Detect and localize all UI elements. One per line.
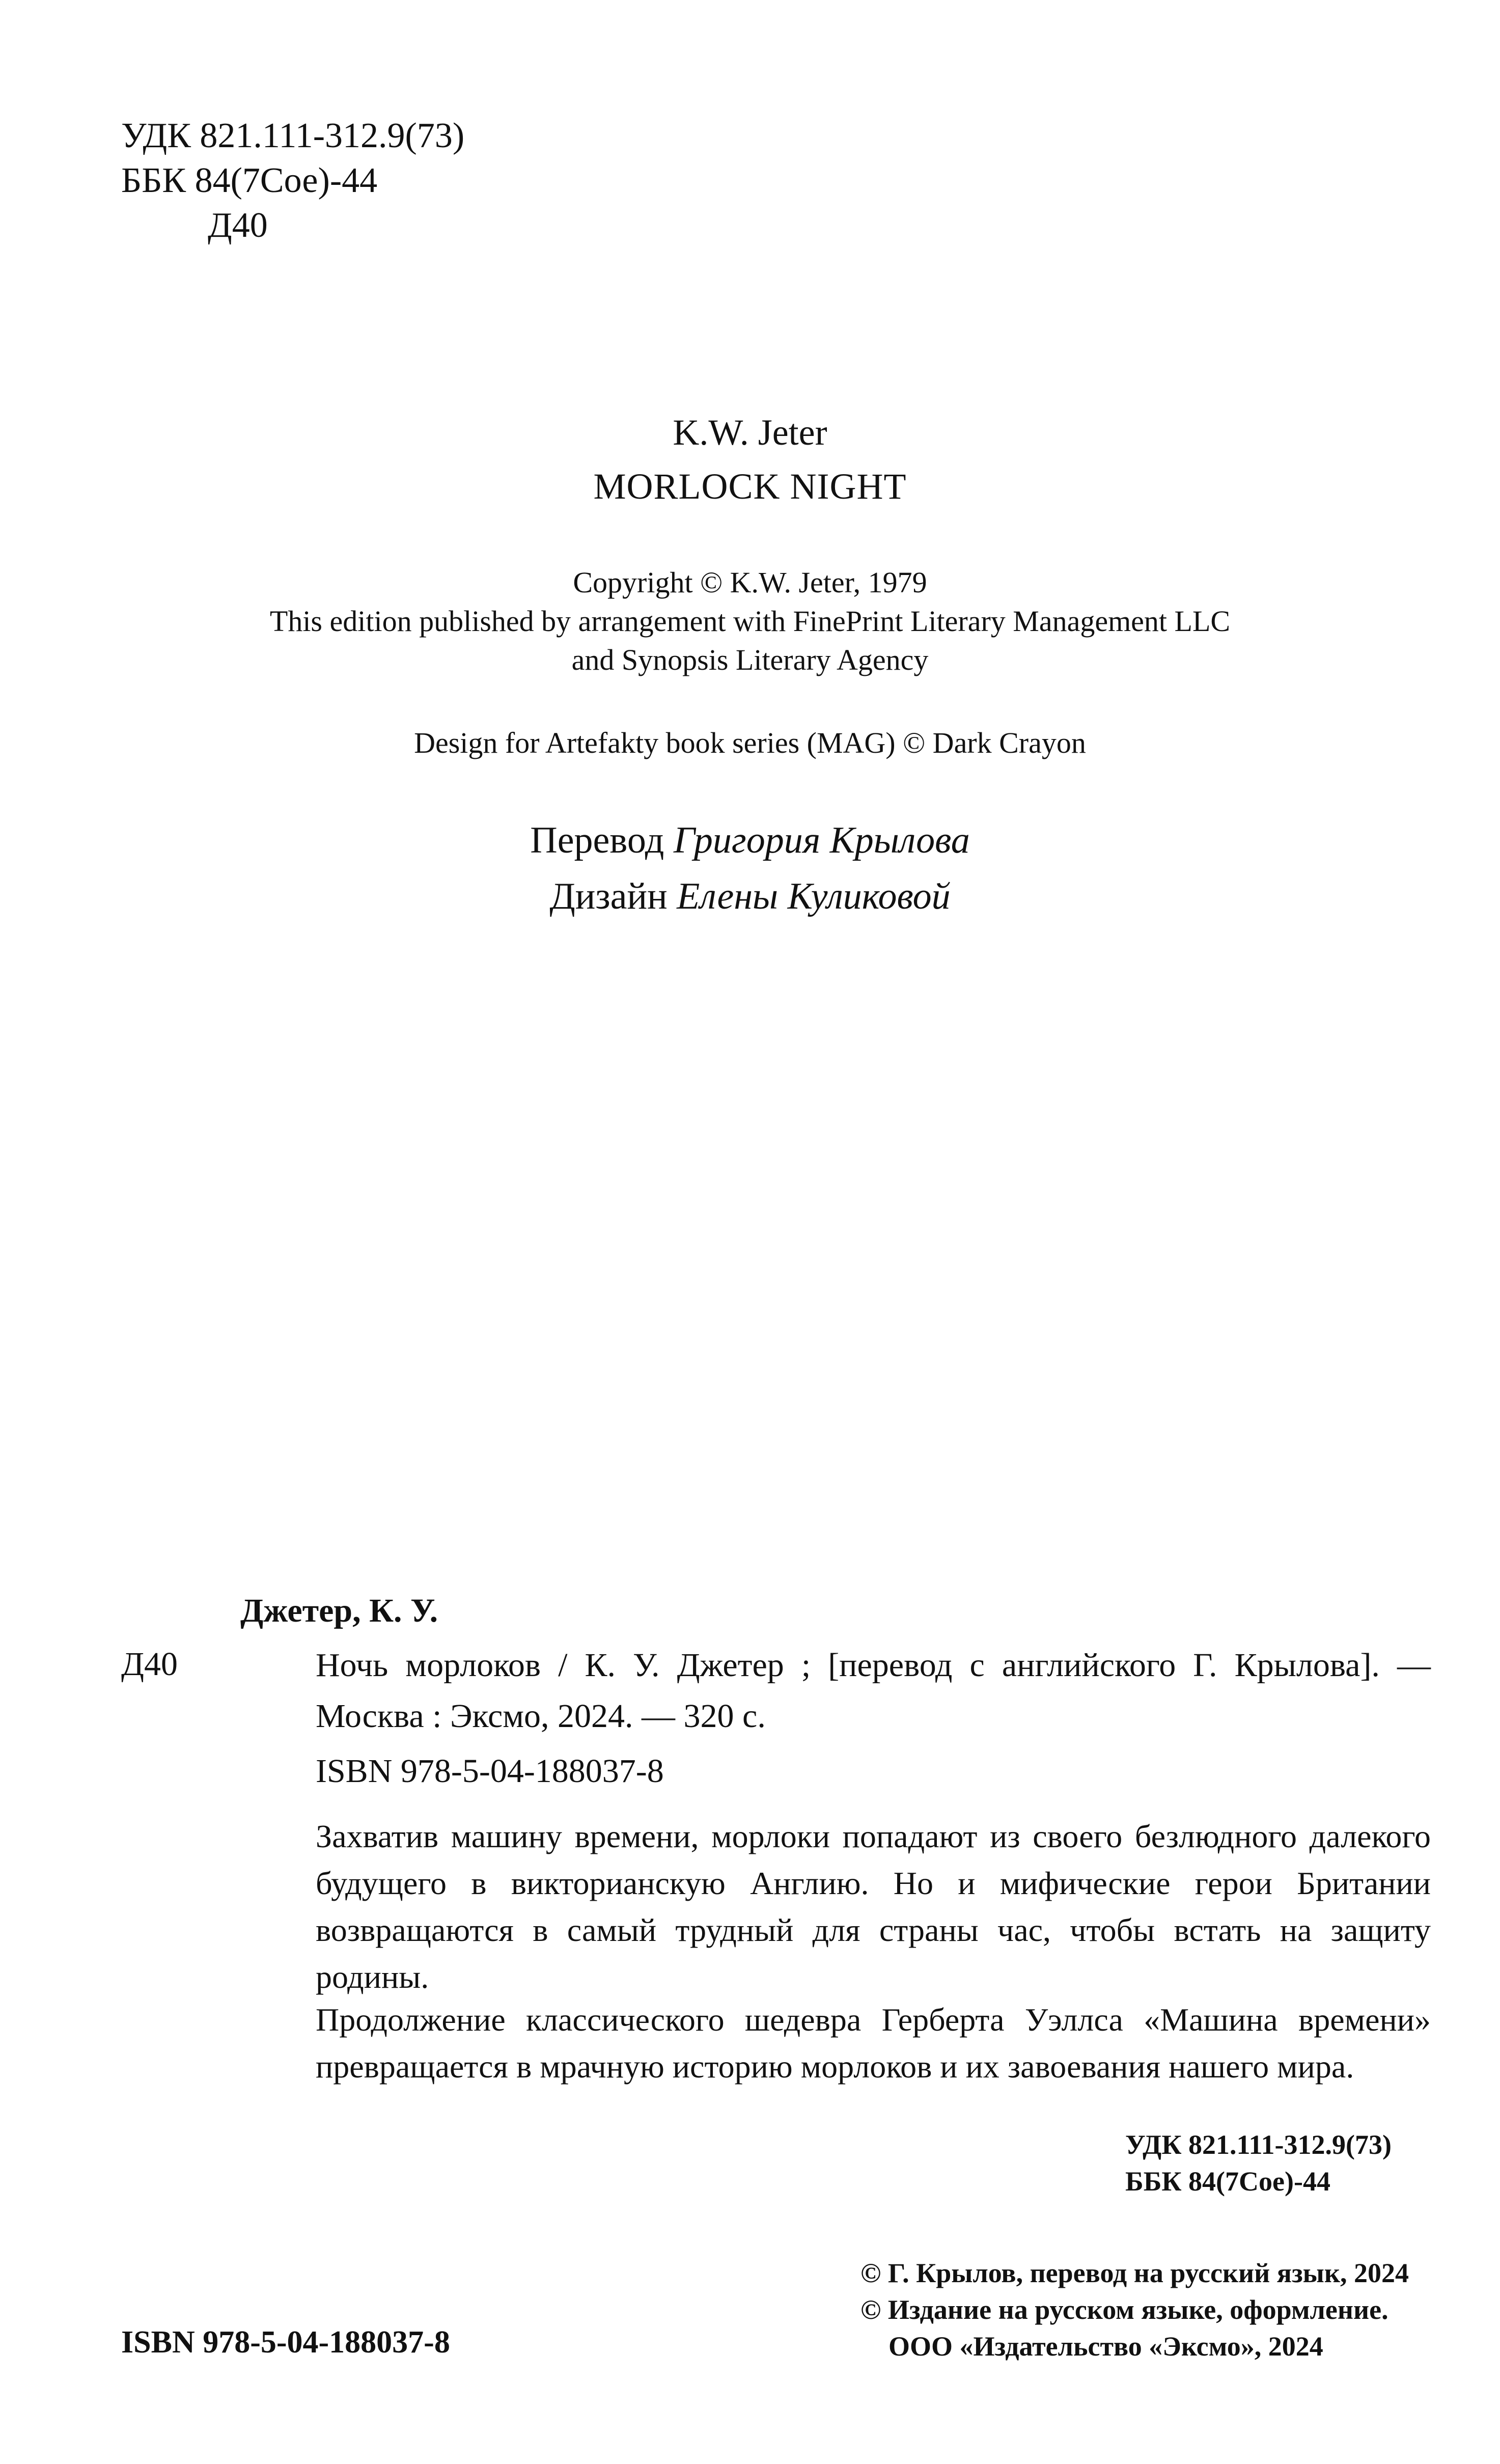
translation-copyright: © Г. Крылов, перевод на русский язык, 2024 xyxy=(860,2258,1409,2288)
designer-name: Елены Куликовой xyxy=(677,875,951,917)
original-title: MORLOCK NIGHT xyxy=(593,466,907,507)
translator-name: Григория Крылова xyxy=(673,819,970,861)
translation-label: Перевод xyxy=(530,819,664,861)
annotation-paragraph-1: Захватив машину времени, морлоки попадают из своего безлюдного далекого будущего в викторианскую Англию. Но и мифические герои Британии возвращаются в самый трудный для страны час, чтобы встать на защиту родины. xyxy=(316,1818,1431,1995)
copyright-line: Copyright © K.W. Jeter, 1979 xyxy=(573,566,927,599)
catalog-author-heading: Джетер, К. У. xyxy=(240,1592,438,1629)
design-credit xyxy=(0,875,1500,918)
original-author: K.W. Jeter xyxy=(673,412,827,453)
publisher-copyright: ООО «Издательство «Эксмо», 2024 xyxy=(888,2331,1323,2362)
author-mark-top: Д40 xyxy=(208,206,268,245)
series-design-line: Design for Artefakty book series (MAG) © Dark Crayon xyxy=(414,726,1086,759)
arrangement-line-2: and Synopsis Literary Agency xyxy=(571,643,929,676)
udk-code-top: УДК 821.111-312.9(73) xyxy=(121,116,465,155)
catalog-isbn: ISBN 978-5-04-188037-8 xyxy=(316,1753,664,1790)
catalog-entry: Ночь морлоков / К. У. Джетер ; [перевод с английского Г. Крылова]. — Москва : Эксмо, 2024. — 320 с. xyxy=(316,1647,1431,1735)
catalog-bbk: ББК 84(7Сое)-44 xyxy=(1125,2166,1330,2197)
catalog-author-mark: Д40 xyxy=(121,1646,178,1683)
translation-credit xyxy=(0,819,1500,862)
bbk-code-top: ББК 84(7Сое)-44 xyxy=(121,161,378,200)
arrangement-line-1: This edition published by arrangement with FinePrint Literary Management LLC xyxy=(269,605,1231,638)
edition-copyright: © Издание на русском языке, оформление. xyxy=(860,2294,1388,2325)
catalog-udk: УДК 821.111-312.9(73) xyxy=(1125,2129,1392,2160)
annotation-paragraph-2: Продолжение классического шедевра Герберта Уэллса «Машина времени» превращается в мрачную историю морлоков и их завоевания нашего мира. xyxy=(316,2002,1431,2085)
design-label: Дизайн xyxy=(549,875,668,917)
footer-isbn: ISBN 978-5-04-188037-8 xyxy=(121,2325,450,2360)
